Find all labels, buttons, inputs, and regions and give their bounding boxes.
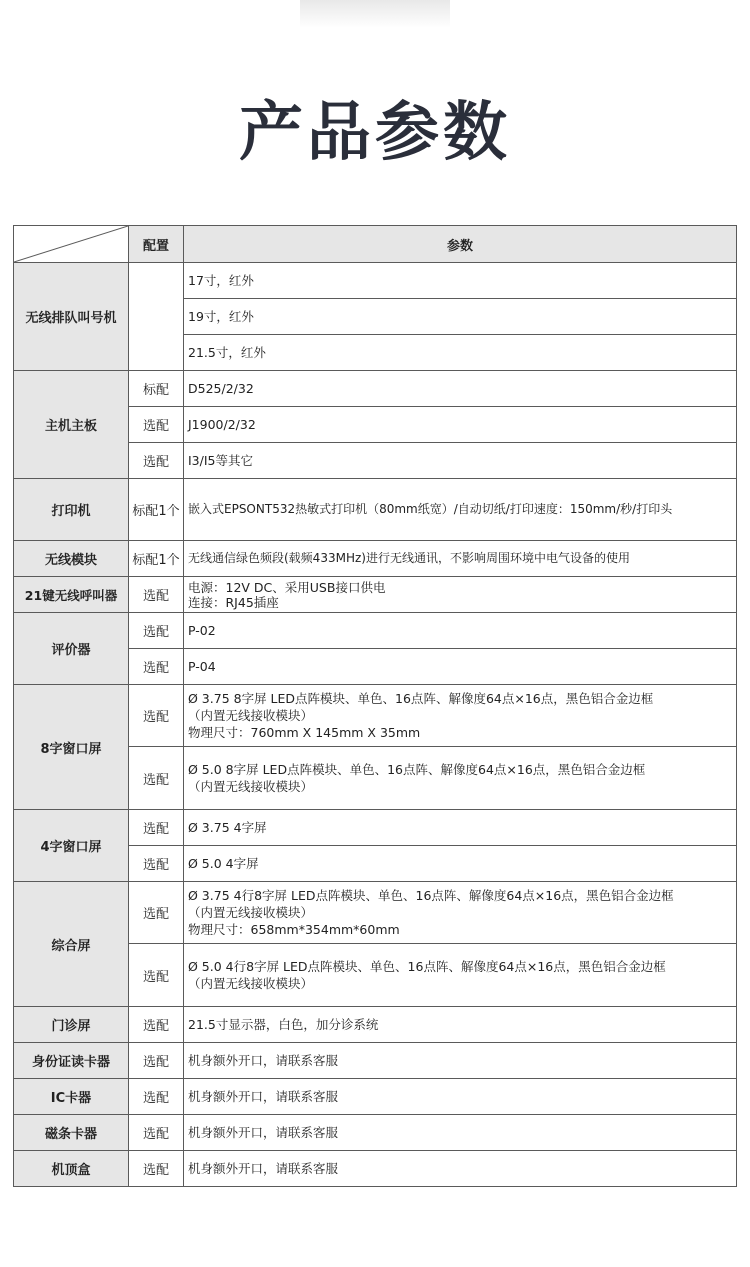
- param-cell: Ø 5.0 4字屏: [184, 846, 737, 882]
- param-cell: Ø 3.75 4字屏: [184, 810, 737, 846]
- config-cell: 选配: [129, 944, 184, 1007]
- header-params: 参数: [184, 226, 737, 263]
- table-row: [14, 613, 737, 649]
- category-cell: 评价器: [14, 613, 129, 685]
- config-cell: 选配: [129, 1043, 184, 1079]
- config-cell: 选配: [129, 685, 184, 747]
- param-cell: I3/I5等其它: [184, 443, 737, 479]
- config-cell: 选配: [129, 1115, 184, 1151]
- config-cell: 选配: [129, 882, 184, 944]
- param-cell: [184, 685, 737, 747]
- config-cell: 选配: [129, 649, 184, 685]
- param-cell: 17寸，红外: [184, 263, 737, 299]
- config-cell: 选配: [129, 577, 184, 613]
- table-row: [14, 1007, 737, 1043]
- param-line: （内置无线接收模块）: [188, 708, 314, 723]
- table-row: [14, 577, 737, 613]
- config-cell: 选配: [129, 613, 184, 649]
- param-line: （内置无线接收模块）: [188, 779, 314, 794]
- table-row: [14, 882, 737, 944]
- table-row: [14, 1151, 737, 1187]
- param-cell: 21.5寸，红外: [184, 335, 737, 371]
- config-cell: 选配: [129, 747, 184, 810]
- table-row: [14, 541, 737, 577]
- param-line: Ø 3.75 4行8字屏 LED点阵模块、单色、16点阵、解像度64点×16点，黑色铝合金边框: [188, 888, 674, 903]
- header-diagonal-cell: [14, 226, 129, 263]
- category-cell: 主机主板: [14, 371, 129, 479]
- param-line: 物理尺寸：658mm*354mm*60mm: [188, 922, 400, 937]
- category-cell: 21键无线呼叫器: [14, 577, 129, 613]
- table-row: [14, 810, 737, 846]
- table-row: [14, 1043, 737, 1079]
- param-line: Ø 5.0 4行8字屏 LED点阵模块、单色、16点阵、解像度64点×16点，黑色铝合金边框: [188, 959, 666, 974]
- table-header-row: [14, 226, 737, 263]
- category-cell: 磁条卡器: [14, 1115, 129, 1151]
- spec-table: [13, 225, 737, 1187]
- param-cell: [184, 747, 737, 810]
- category-cell: 身份证读卡器: [14, 1043, 129, 1079]
- param-line: （内置无线接收模块）: [188, 905, 314, 920]
- param-line: 连接：RJ45插座: [188, 594, 279, 610]
- param-cell: [184, 944, 737, 1007]
- category-cell: 4字窗口屏: [14, 810, 129, 882]
- config-cell: 选配: [129, 810, 184, 846]
- param-cell: 嵌入式EPSONT532热敏式打印机（80mm纸宽）/自动切纸/打印速度：150mm/秒/打印头: [184, 479, 737, 541]
- category-cell: 无线排队叫号机: [14, 263, 129, 371]
- param-line: 物理尺寸：760mm X 145mm X 35mm: [188, 725, 421, 740]
- config-cell: 标配1个: [129, 541, 184, 577]
- config-cell: 选配: [129, 1007, 184, 1043]
- param-cell: 机身额外开口，请联系客服: [184, 1115, 737, 1151]
- category-cell: 无线模块: [14, 541, 129, 577]
- param-cell: D525/2/32: [184, 371, 737, 407]
- config-cell: [129, 263, 184, 371]
- table-row: [14, 1079, 737, 1115]
- param-cell: 机身额外开口，请联系客服: [184, 1151, 737, 1187]
- config-cell: 标配1个: [129, 479, 184, 541]
- param-cell: P-04: [184, 649, 737, 685]
- category-cell: 门诊屏: [14, 1007, 129, 1043]
- page-title: 产品参数: [239, 96, 511, 170]
- table-row: [14, 1115, 737, 1151]
- header-config: 配置: [129, 226, 184, 263]
- param-line: （内置无线接收模块）: [188, 976, 314, 991]
- config-cell: 选配: [129, 407, 184, 443]
- config-cell: 选配: [129, 1079, 184, 1115]
- param-cell: J1900/2/32: [184, 407, 737, 443]
- table-row: [14, 371, 737, 407]
- param-cell: 机身额外开口，请联系客服: [184, 1043, 737, 1079]
- param-line: Ø 3.75 8字屏 LED点阵模块、单色、16点阵、解像度64点×16点，黑色铝合金边框: [188, 691, 654, 706]
- param-line: 电源：12V DC、采用USB接口供电: [188, 579, 386, 595]
- config-cell: 标配: [129, 371, 184, 407]
- param-cell: [184, 882, 737, 944]
- param-cell: P-02: [184, 613, 737, 649]
- param-cell: 21.5寸显示器，白色，加分诊系统: [184, 1007, 737, 1043]
- table-row: [14, 685, 737, 747]
- category-cell: 打印机: [14, 479, 129, 541]
- diagonal-line: [14, 226, 128, 262]
- config-cell: 选配: [129, 846, 184, 882]
- param-cell: [184, 577, 737, 613]
- config-cell: 选配: [129, 443, 184, 479]
- param-cell: 19寸，红外: [184, 299, 737, 335]
- param-cell: 机身额外开口，请联系客服: [184, 1079, 737, 1115]
- category-cell: 综合屏: [14, 882, 129, 1007]
- table-row: [14, 479, 737, 541]
- category-cell: IC卡器: [14, 1079, 129, 1115]
- param-cell: 无线通信绿色频段(载频433MHz)进行无线通讯，不影响周围环境中电气设备的使用: [184, 541, 737, 577]
- top-shade-decoration: [300, 0, 450, 28]
- param-line: Ø 5.0 8字屏 LED点阵模块、单色、16点阵、解像度64点×16点，黑色铝合金边框: [188, 762, 646, 777]
- category-cell: 机顶盒: [14, 1151, 129, 1187]
- config-cell: 选配: [129, 1151, 184, 1187]
- category-cell: 8字窗口屏: [14, 685, 129, 810]
- table-row: [14, 263, 737, 299]
